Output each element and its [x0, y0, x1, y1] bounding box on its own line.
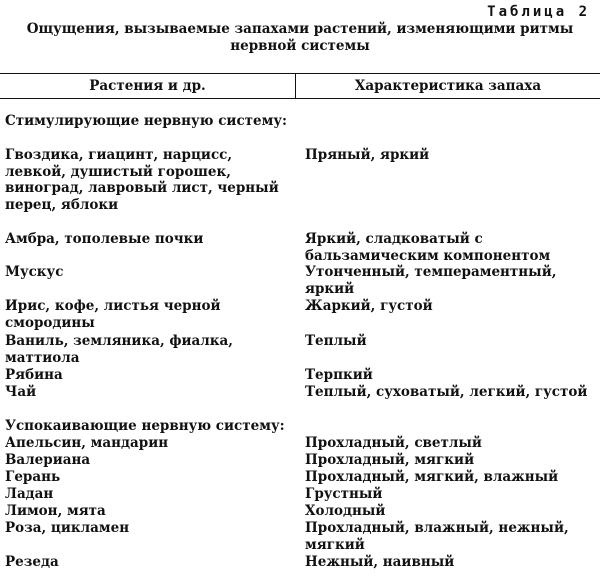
table-title — [0, 21, 600, 55]
smell-cell: Прохладный, светлый — [305, 435, 482, 451]
plant-cell: Чай — [5, 384, 37, 400]
smell-cell: Терпкий — [305, 367, 373, 383]
smell-cell: Пряный, яркий — [305, 147, 430, 163]
plant-cell: Герань — [5, 469, 61, 485]
smell-cell: Теплый — [305, 333, 367, 349]
smell-cell: Грустный — [305, 486, 383, 502]
header-rule — [0, 98, 600, 99]
plant-cell: Апельсин, мандарин — [5, 435, 169, 451]
plant-cell: Рябина — [5, 367, 63, 383]
table-number: Таблица 2 — [487, 4, 590, 20]
title-line-1: Ощущения, вызываемые запахами растений, изменяющими ритмы — [26, 21, 574, 37]
smell-cell: Прохладный, влажный, нежный, мягкий — [305, 520, 569, 553]
smell-cell: Жаркий, густой — [305, 298, 433, 314]
smell-cell: Холодный — [305, 503, 386, 519]
plant-cell: Ирис, кофе, листья черной смородины — [5, 298, 221, 331]
smell-cell: Нежный, наивный — [305, 554, 455, 570]
smell-cell: Утонченный, темпераментный, яркий — [305, 264, 557, 297]
section-stimulating: Стимулирующие нервную систему: — [5, 113, 287, 129]
column-header-smell: Характеристика запаха — [354, 78, 542, 94]
plant-cell: Роза, цикламен — [5, 520, 130, 536]
column-header-plants: Растения и др. — [89, 78, 206, 94]
smell-cell: Прохладный, мягкий, влажный — [305, 469, 559, 485]
plant-cell: Лимон, мята — [5, 503, 106, 519]
plant-cell: Резеда — [5, 554, 59, 570]
smell-cell: Яркий, сладковатый с бальзамическим компонентом — [305, 231, 551, 264]
plant-cell: Амбра, тополевые почки — [5, 231, 204, 247]
section-calming: Успокаивающие нервную систему: — [5, 418, 285, 434]
plant-cell: Валериана — [5, 452, 91, 468]
top-rule — [0, 73, 600, 74]
title-line-2: нервной системы — [230, 38, 370, 54]
plant-cell: Гвоздика, гиацинт, нарцисс, левкой, душистый горошек, виноград, лавровый лист, черный перец, яблоки — [5, 147, 279, 213]
plant-cell: Ладан — [5, 486, 54, 502]
smell-cell: Теплый, суховатый, легкий, густой — [305, 384, 588, 400]
smell-cell: Прохладный, мягкий — [305, 452, 475, 468]
plant-cell: Мускус — [5, 264, 64, 280]
plant-cell: Ваниль, земляника, фиалка, маттиола — [5, 333, 233, 366]
